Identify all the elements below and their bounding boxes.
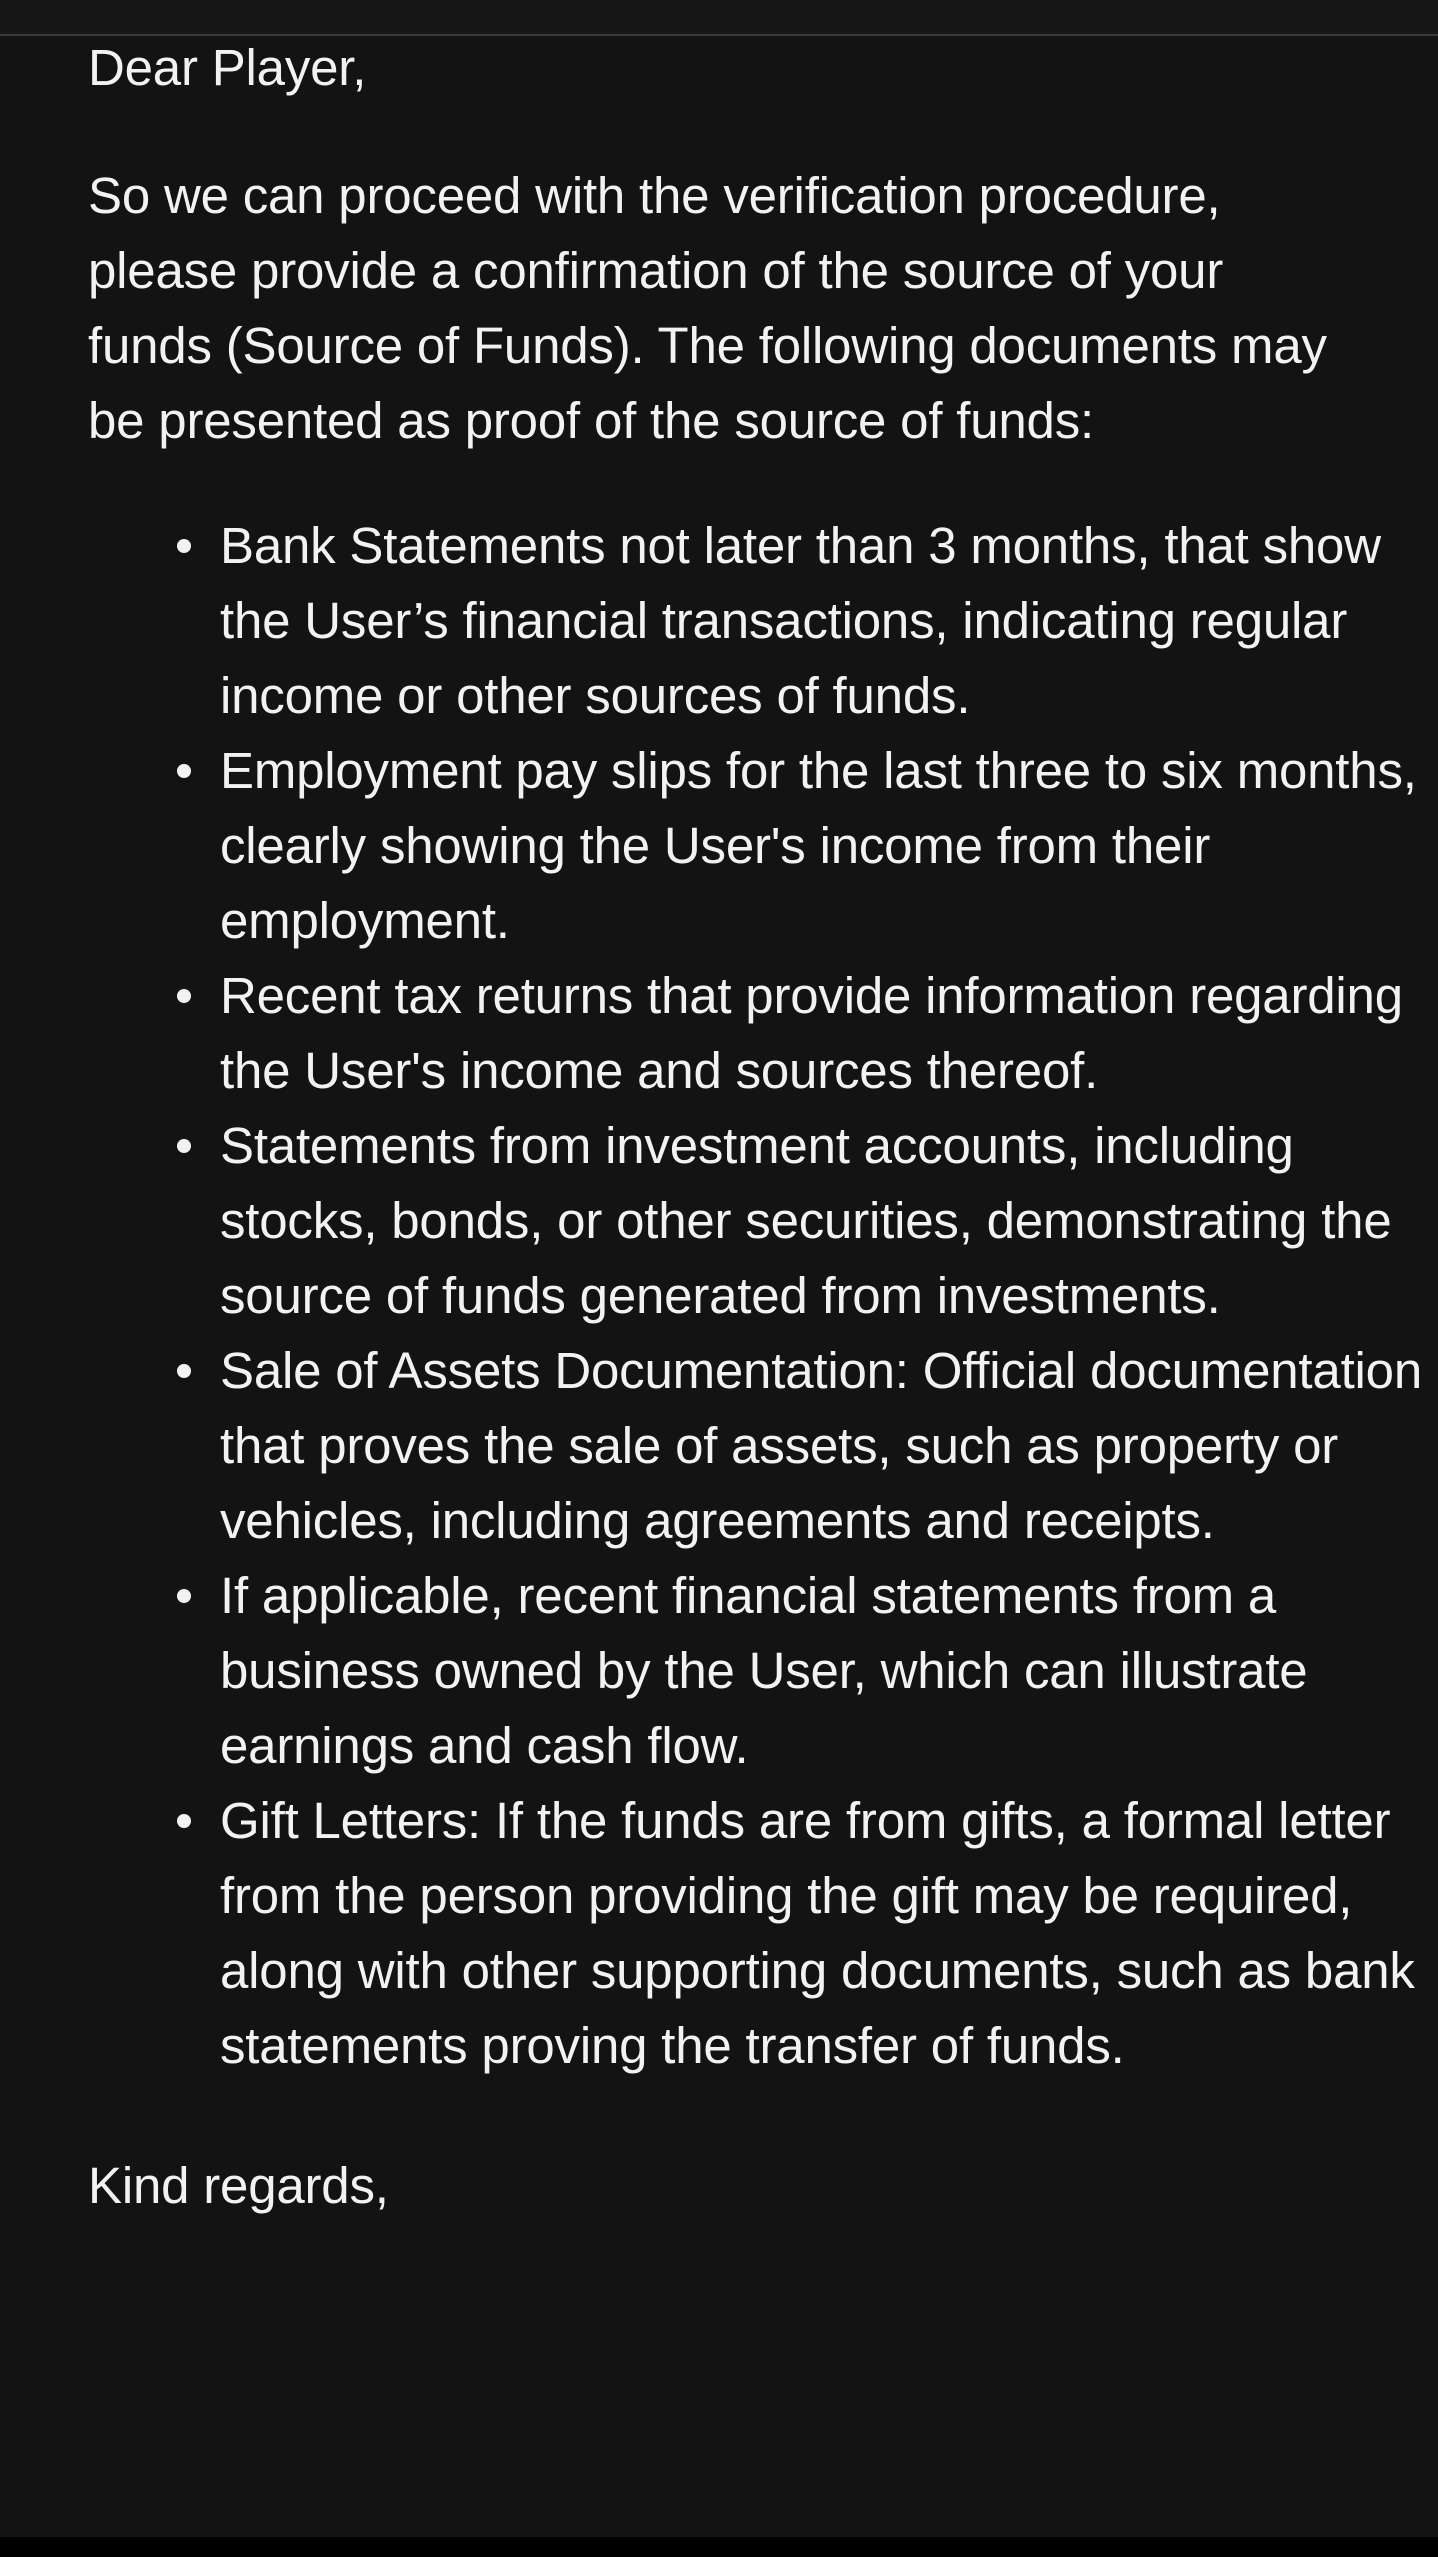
bullet-icon (177, 1814, 191, 1828)
list-item (220, 508, 1438, 733)
list-item-text: Sale of Assets Documentation: Official documentation that proves the sale of assets, such as property or vehicles, including agreements and receipts. (220, 1342, 1422, 1549)
bullet-icon (177, 764, 191, 778)
list-item-text: Statements from investment accounts, including stocks, bonds, or other securities, demonstrating the source of funds generated from investments. (220, 1117, 1392, 1324)
document-list (88, 508, 1422, 2083)
list-item (220, 958, 1438, 1108)
list-item-text: Employment pay slips for the last three to six months, clearly showing the User's income from their employment. (220, 742, 1417, 949)
bullet-icon (177, 1139, 191, 1153)
list-item-text: Gift Letters: If the funds are from gifts, a formal letter from the person providing the gift may be required, along with other supporting documents, such as bank statements proving the transfer of funds. (220, 1792, 1415, 2074)
bullet-icon (177, 1364, 191, 1378)
bullet-icon (177, 539, 191, 553)
list-item-text: If applicable, recent financial statements from a business owned by the User, which can illustrate earnings and cash flow. (220, 1567, 1308, 1774)
list-item-text: Bank Statements not later than 3 months, that show the User’s financial transactions, indicating regular income or other sources of funds. (220, 517, 1381, 724)
list-item (220, 733, 1438, 958)
list-item (220, 1558, 1438, 1783)
bullet-icon (177, 989, 191, 1003)
list-item (220, 1108, 1438, 1333)
email-body (88, 30, 1422, 2223)
list-item-text: Recent tax returns that provide information regarding the User's income and sources thereof. (220, 967, 1403, 1099)
greeting: Dear Player, (88, 39, 367, 96)
list-item (220, 1783, 1438, 2083)
signoff: Kind regards, (88, 2157, 389, 2214)
bullet-icon (177, 1589, 191, 1603)
list-item (220, 1333, 1438, 1558)
bottom-bar (0, 2537, 1438, 2557)
intro-paragraph: So we can proceed with the verification procedure, please provide a confirmation of the source of your funds (Source of Funds). The following documents may be presented as proof of the source of funds: (88, 167, 1327, 449)
